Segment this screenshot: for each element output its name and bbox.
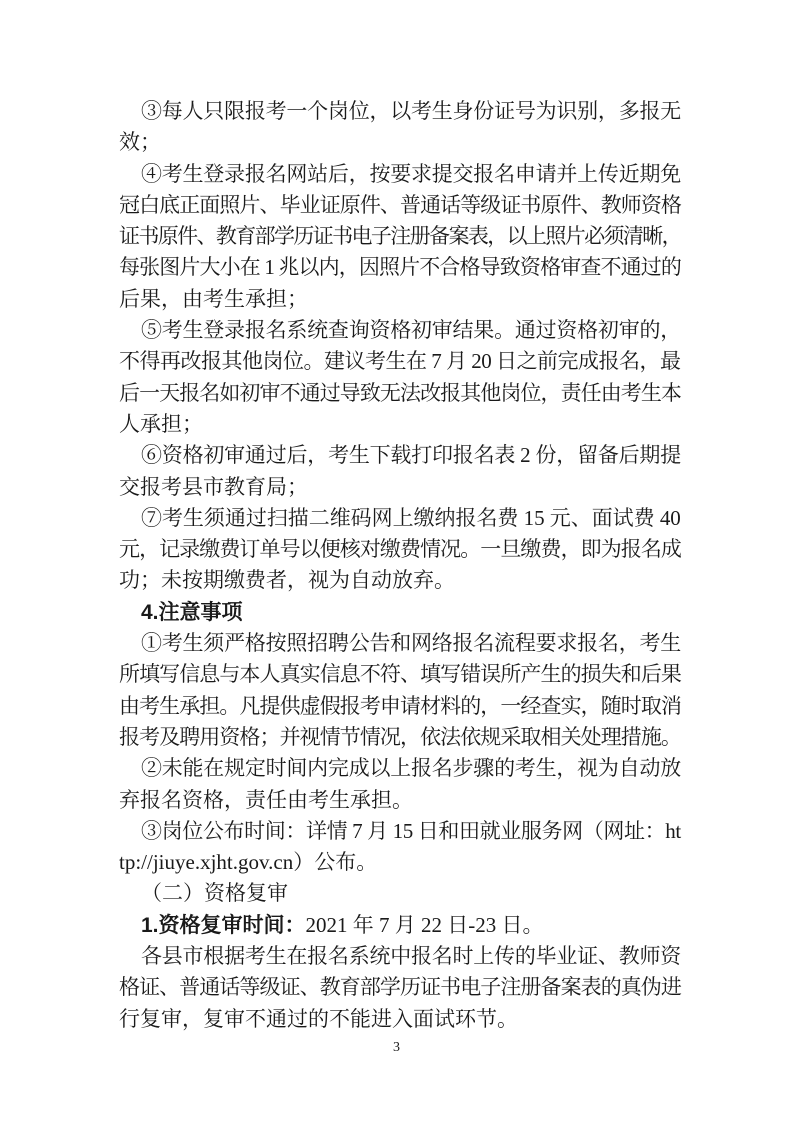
document-line [119,284,681,315]
document-line [119,472,681,503]
document-text-block [119,96,681,1035]
line-text: 行复审，复审不通过的不能进入面试环节。 [119,1006,518,1031]
line-text: 证书原件、教育部学历证书电子注册备案表，以上照片必须清晰， [119,224,681,249]
line-text: 后果，由考生承担； [119,286,308,311]
line-text: 冠白底正面照片、毕业证原件、普通话等级证书原件、教师资格 [119,192,681,217]
document-line [119,847,681,878]
line-text: 功；未按期缴费者，视为自动放弃。 [119,568,455,593]
document-line [119,346,681,377]
document-line [119,440,681,471]
line-text: ⑤考生登录报名系统查询资格初审结果。通过资格初审的， [141,318,681,343]
line-text: 不得再改报其他岗位。建议考生在 7 月 20 日之前完成报名，最 [119,349,681,374]
document-line [119,503,681,534]
document-line [119,565,681,596]
line-text: 2021 年 7 月 22 日-23 日。 [305,912,544,937]
document-line [119,753,681,784]
line-text: 效； [119,130,161,155]
document-line [119,816,681,847]
document-line [119,722,681,753]
line-text: 人承担； [119,411,203,436]
line-text: 交报考县市教育局； [119,474,308,499]
document-line [119,597,681,628]
document-line [119,878,681,909]
document-line [119,941,681,972]
line-text: 每张图片大小在 1 兆以内，因照片不合格导致资格审查不通过的 [119,255,681,280]
document-line [119,972,681,1003]
line-text-bold: 1.资格复审时间： [141,913,306,937]
document-line [119,378,681,409]
document-line [119,534,681,565]
line-text: ⑥资格初审通过后，考生下载打印报名表 2 份，留备后期提 [141,443,681,468]
document-line [119,159,681,190]
document-line [119,785,681,816]
line-text: 各县市根据考生在报名系统中报名时上传的毕业证、教师资 [141,944,681,969]
line-text: 元，记录缴费订单号以便核对缴费情况。一旦缴费，即为报名成 [119,537,681,562]
document-line [119,315,681,346]
line-text: ③岗位公布时间：详情 7 月 15 日和田就业服务网（网址：ht [141,818,681,843]
line-text: ①考生须严格按照招聘公告和网络报名流程要求报名，考生 [141,631,681,656]
line-text: 弃报名资格，责任由考生承担。 [119,787,413,812]
line-text: ⑦考生须通过扫描二维码网上缴纳报名费 15 元、面试费 40 [141,505,681,530]
line-text: ③每人只限报考一个岗位，以考生身份证号为识别，多报无 [141,99,681,123]
document-line [119,409,681,440]
document-line [119,127,681,158]
document-line [119,691,681,722]
line-text: 所填写信息与本人真实信息不符、填写错误所产生的损失和后果 [119,662,681,687]
document-line [119,221,681,252]
line-text: 报考及聘用资格；并视情节情况，依法依规采取相关处理措施。 [119,724,681,749]
line-text: 由考生承担。凡提供虚假报考申请材料的，一经查实，随时取消 [119,693,681,718]
document-line [119,1004,681,1035]
document-line [119,628,681,659]
line-text-bold: 4.注意事项 [141,600,243,624]
line-text: ④考生登录报名网站后，按要求提交报名申请并上传近期免 [141,161,681,186]
document-line [119,910,681,941]
document-line [119,96,681,127]
line-text: 格证、普通话等级证、教育部学历证书电子注册备案表的真伪进 [119,975,681,1000]
line-text: tp://jiuye.xjht.gov.cn）公布。 [119,850,378,875]
line-text: （二）资格复审 [141,881,288,906]
line-text: ②未能在规定时间内完成以上报名步骤的考生，视为自动放 [141,756,681,781]
document-line [119,659,681,690]
line-text: 后一天报名如初审不通过导致无法改报其他岗位，责任由考生本 [119,380,681,405]
page-number: 3 [393,1040,400,1055]
document-line [119,190,681,221]
document-line [119,252,681,283]
